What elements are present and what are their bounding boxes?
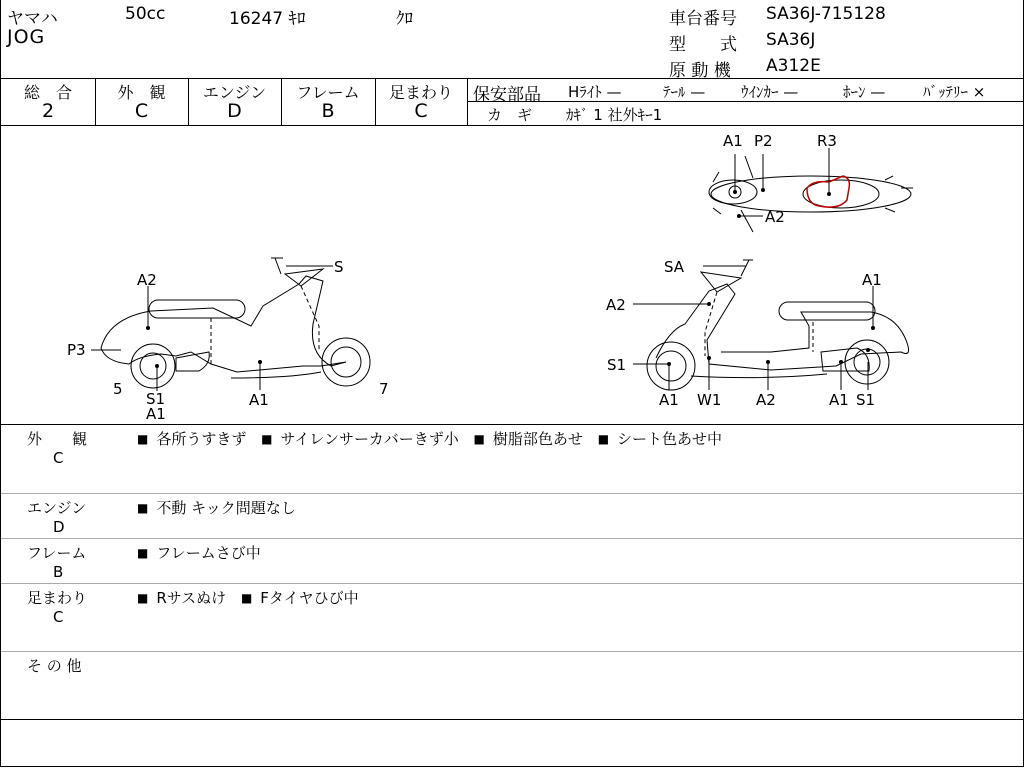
bullet-icon: ■ — [137, 432, 149, 446]
grade-exterior-label: 外 観 — [117, 83, 166, 102]
diagram-label: A2 — [765, 208, 785, 226]
diagram-label: 7 — [379, 380, 389, 398]
remark-suspension-label: 足まわり — [27, 589, 88, 607]
remark-engine-grade: D — [53, 518, 65, 536]
remark-exterior-grade: C — [53, 449, 64, 467]
diagram-label: A1 — [829, 391, 849, 409]
diagram-label: A1 — [249, 391, 269, 409]
remark-item: サイレンサーカバーきず小 — [280, 430, 459, 448]
frame-number-label: 車台番号 — [669, 9, 737, 29]
remark-exterior-items — [137, 428, 722, 449]
remark-item: Rサスぬけ — [156, 589, 227, 607]
diagram-label: A1 — [659, 391, 679, 409]
remark-item: 不動 キック問題なし — [156, 499, 296, 517]
grade-frame-value: B — [321, 100, 335, 122]
type-label: 型 式 — [669, 35, 737, 55]
divider — [1, 651, 1023, 652]
grade-overall-label: 総 合 — [23, 83, 72, 102]
divider — [1, 538, 1023, 539]
diagram-label: A2 — [137, 271, 157, 289]
displacement: 50cc — [125, 4, 166, 24]
diagram-label: S — [334, 258, 344, 276]
safety-battery: ﾊﾞｯﾃﾘｰ × — [923, 83, 986, 101]
engine-label: 原 動 機 — [669, 61, 731, 81]
safety-taillight: ﾃｰﾙ — — [663, 83, 706, 101]
grade-frame-label: フレーム — [296, 83, 360, 102]
grade-engine-label: エンジン — [202, 83, 267, 102]
diagram-label: S1 — [856, 391, 876, 409]
engine-value: A312E — [766, 56, 821, 76]
bullet-icon: ■ — [597, 432, 610, 446]
mileage: 16247 ｷﾛ — [229, 9, 306, 29]
grade-overall-value: 2 — [41, 100, 55, 122]
remark-item: シート色あせ中 — [617, 430, 723, 448]
remark-other-label: そ の 他 — [27, 657, 82, 675]
remark-item: フレームさび中 — [156, 544, 261, 562]
remark-engine-items — [137, 497, 296, 518]
diagram-label: W1 — [697, 391, 722, 409]
diagram-label: A1 — [146, 405, 166, 423]
bullet-icon: ■ — [137, 501, 149, 515]
safety-horn: ﾎｰﾝ — — [843, 83, 886, 101]
diagram-label: SA — [664, 258, 685, 276]
diagram-label: S1 — [146, 390, 166, 408]
bullet-icon: ■ — [261, 432, 273, 446]
diagram-label: R3 — [817, 132, 837, 150]
body-color: ｸﾛ — [396, 9, 413, 29]
model-name: JOG — [7, 26, 46, 48]
remark-item: Fタイヤひび中 — [260, 589, 359, 607]
diagram-label: P3 — [67, 341, 86, 359]
grade-exterior-value: C — [134, 100, 149, 122]
bullet-icon: ■ — [473, 432, 485, 446]
safety-headlight: Hﾗｲﾄ — — [568, 83, 622, 101]
divider — [1, 583, 1023, 584]
grade-suspension-label: 足まわり — [388, 83, 453, 102]
remark-frame-items — [137, 542, 261, 563]
diagram-label: P2 — [754, 132, 773, 150]
remark-exterior-label: 外 観 — [27, 430, 88, 448]
grade-suspension-value: C — [414, 100, 428, 122]
safety-winker: ｳｲﾝｶｰ — — [741, 83, 799, 101]
remark-item: 各所うすきず — [156, 430, 247, 448]
diagram-label: S1 — [607, 356, 627, 374]
bullet-icon: ■ — [137, 591, 149, 605]
diagram-label: A2 — [756, 391, 776, 409]
diagram-label: A1 — [723, 132, 743, 150]
divider — [1, 719, 1023, 720]
type-value: SA36J — [766, 30, 816, 50]
remark-frame-grade: B — [53, 563, 64, 581]
remark-suspension-items — [137, 587, 359, 608]
divider — [1, 78, 1023, 79]
remark-engine-label: エンジン — [27, 499, 87, 517]
damage-diagram — [1, 126, 1023, 424]
diagram-label: 5 — [113, 380, 123, 398]
key-value: ｶｷﾞ 1 社外ｷｰ1 — [566, 106, 663, 124]
frame-number: SA36J-715128 — [766, 4, 886, 24]
divider — [1, 493, 1023, 494]
diagram-label: A2 — [606, 296, 626, 314]
safety-label: 保安部品 — [473, 85, 541, 105]
scooter-top-view — [709, 156, 913, 232]
grade-engine-value: D — [227, 100, 242, 122]
remark-suspension-grade: C — [53, 608, 64, 626]
key-label: カ ギ — [487, 106, 533, 124]
remark-frame-label: フレーム — [27, 544, 87, 562]
remark-item: 樹脂部色あせ — [492, 430, 583, 448]
maker: ヤマハ — [7, 9, 58, 29]
diagram-label: A1 — [862, 271, 882, 289]
bullet-icon: ■ — [137, 546, 149, 560]
bullet-icon: ■ — [240, 591, 253, 605]
divider — [1, 424, 1023, 425]
